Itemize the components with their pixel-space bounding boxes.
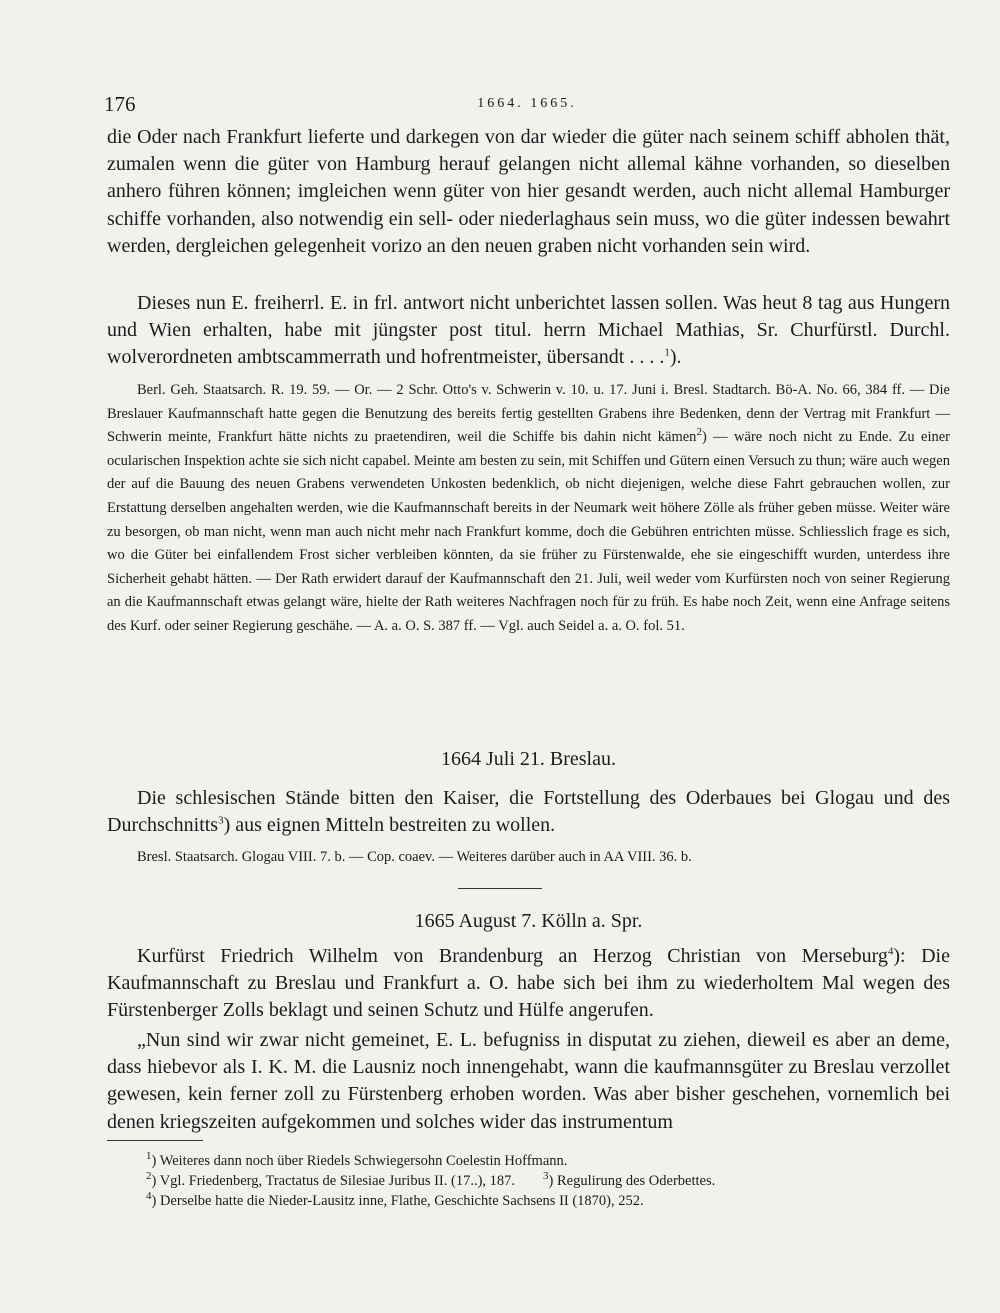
footnote-mark: 2 bbox=[146, 1170, 152, 1183]
footnote-ref: 4 bbox=[887, 945, 894, 958]
page-number: 176 bbox=[104, 92, 136, 116]
entry-date-heading: 1665 August 7. Kölln a. Spr. bbox=[414, 910, 643, 932]
footnote-ref: 3 bbox=[218, 814, 224, 827]
footnote-ref: 1 bbox=[664, 346, 670, 359]
footnote-text: ) Derselbe hatte die Nieder-Lausitz inne, Flathe, Geschichte Sachsens II (1870), 252. bbox=[151, 1193, 644, 1209]
footnote-mark: 3 bbox=[543, 1170, 549, 1183]
footnote-divider bbox=[107, 1140, 203, 1141]
running-head: 1664. 1665. bbox=[477, 96, 577, 111]
entry-summary-text-end: ): Die Kaufmannschaft zu Breslau und Frankfurt a. O. habe sich bei ihm zu wiederholtem Mal wegen des Fürstenberger Zolls beklagt und seinen Schutz und Hülfe angerufen. bbox=[107, 945, 950, 1022]
paragraph-text-end: ). bbox=[669, 346, 682, 369]
footnote-4 bbox=[146, 1192, 906, 1212]
quoted-letter: „Nun sind wir zwar nicht gemeinet, E. L. befugniss in disputat zu ziehen, dieweil es aber an deme, dass hiebevor als I. K. M. die Lausniz noch innengehabt, wann die kaufmannsgüter zu Breslau verzollet gewesen, kein ferner zoll zu Fürstenberg erhoben worden. Was aber bisher geschehen, vornemlich bei denen kriegszeiten aufgekommen und solches wider das instrumentum bbox=[107, 1029, 950, 1133]
footnote-mark: 1 bbox=[146, 1150, 152, 1163]
source-note bbox=[107, 379, 950, 639]
footnote-text: ) Weiteres dann noch über Riedels Schwiegersohn Coelestin Hoffmann. bbox=[151, 1153, 568, 1169]
source-note-text: Berl. Geh. Staatsarch. R. 19. 59. — Or. — 2 Schr. Otto's v. Schwerin v. 10. u. 17. Juni i. Bresl. Stadtarch. Bö-A. No. 66, 384 ff. — Die Breslauer Kaufmannschaft hatte gegen die Benutzung des bereits fertig gestellten Grabens ihre Bedenken, denn der Vertrag mit Frankfurt — Schwerin meinte, Frankfurt hätte nichts zu praetendiren, weil die Schiffe bis dahin nicht kämen bbox=[107, 382, 950, 446]
page-header bbox=[104, 92, 950, 118]
footnote-1 bbox=[146, 1152, 906, 1172]
paragraph-letter-close bbox=[107, 290, 950, 372]
footnote-mark: 4 bbox=[146, 1190, 152, 1203]
footnote-text: ) Vgl. Friedenberg, Tractatus de Silesiae Juribus II. (17..), 187. bbox=[151, 1173, 516, 1189]
footnote-ref: 2 bbox=[696, 426, 702, 439]
footnote-2-3 bbox=[146, 1172, 906, 1192]
entry-summary-text: Die schlesischen Stände bitten den Kaiser, die Fortstellung des Oderbaues bei Glogau und des Durchschnitts bbox=[107, 787, 950, 837]
entry-summary bbox=[107, 943, 950, 1025]
paragraph-continued: die Oder nach Frankfurt lieferte und darkegen von dar wieder die güter nach seinem schiff abholen thät, zumalen wenn die güter von Hamburg herauf gelangen nicht allemal kähne vorhanden, so dieselben anhero führen können; imgleichen wenn güter von hier gesandt werden, auch nicht allemal Hamburger schiffe vorhanden, also notwendig ein sell- oder niederlaghaus sein muss, wo die güter indessen bewahrt werden, dergleichen gelegenheit vorizo an den neuen graben nicht vorhanden sein wird. bbox=[107, 126, 950, 257]
entry-date-heading: 1664 Juli 21. Breslau. bbox=[441, 748, 616, 770]
source-note-text-rest: ) — wäre noch nicht zu Ende. Zu einer ocularischen Inspektion achte sie sich nicht capabel. Meinte am besten zu sein, mit Schiffen und Gütern einen Versuch zu thun; wäre auch wegen der auf die Bauung des neuen Grabens verwendeten Unkosten bedenklich, ob nicht diejenigen, welche diese Fahrt gebrauchen wollen, zur Erstattung derselben angehalten werden, wie die Kaufmannschaft bereits in der Neumark weit höhere Zölle als früher geben müsse. Weiter wäre zu besorgen, ob man nicht, wenn man auch nicht mehr nach Frankfurt komme, doch die Gebühren entrichten müsse. Schliesslich frage es sich, wo die Güter bei einfallendem Frost sicher verbleiben könnten, da sie früher zu Fürstenwalde, ehe sie eingeschifft wurden, unterdess ihre Sicherheit gehabt hätten. — Der Rath erwidert darauf der Kaufmannschaft den 21. Juli, weil weder vom Kurfürsten noch von seiner Regierung an die Kaufmannschaft etwas gelangt wäre, hielte der Rath weiteres Nachfragen noch für zu früh. Es habe noch Zeit, wenn eine Anfrage seitens des Kurf. oder seiner Regierung geschähe. — A. a. O. S. 387 ff. — Vgl. auch Seidel a. a. O. fol. 51. bbox=[107, 429, 950, 634]
entry-summary-text-end: ) aus eignen Mitteln bestreiten zu wollen. bbox=[223, 814, 556, 837]
paragraph-text: Dieses nun E. freiherrl. E. in frl. antwort nicht unberichtet lassen sollen. Was heut 8 tag aus Hungern und Wien erhalten, habe mit jüngster post titul. herrn Michael Mathias, Sr. Churfürstl. Durchl. wolverordneten ambtscammerrath und hofrentmeister, übersandt . . . . bbox=[107, 292, 950, 369]
entry-summary-text: Kurfürst Friedrich Wilhelm von Brandenburg an Herzog Christian von Merseburg bbox=[137, 945, 888, 967]
entry-summary bbox=[107, 785, 950, 839]
section-divider bbox=[458, 888, 542, 889]
entry-source: Bresl. Staatsarch. Glogau VIII. 7. b. — Cop. coaev. — Weiteres darüber auch in AA VIII. 36. b. bbox=[137, 849, 692, 865]
footnote-text: ) Regulirung des Oderbettes. bbox=[548, 1173, 716, 1189]
